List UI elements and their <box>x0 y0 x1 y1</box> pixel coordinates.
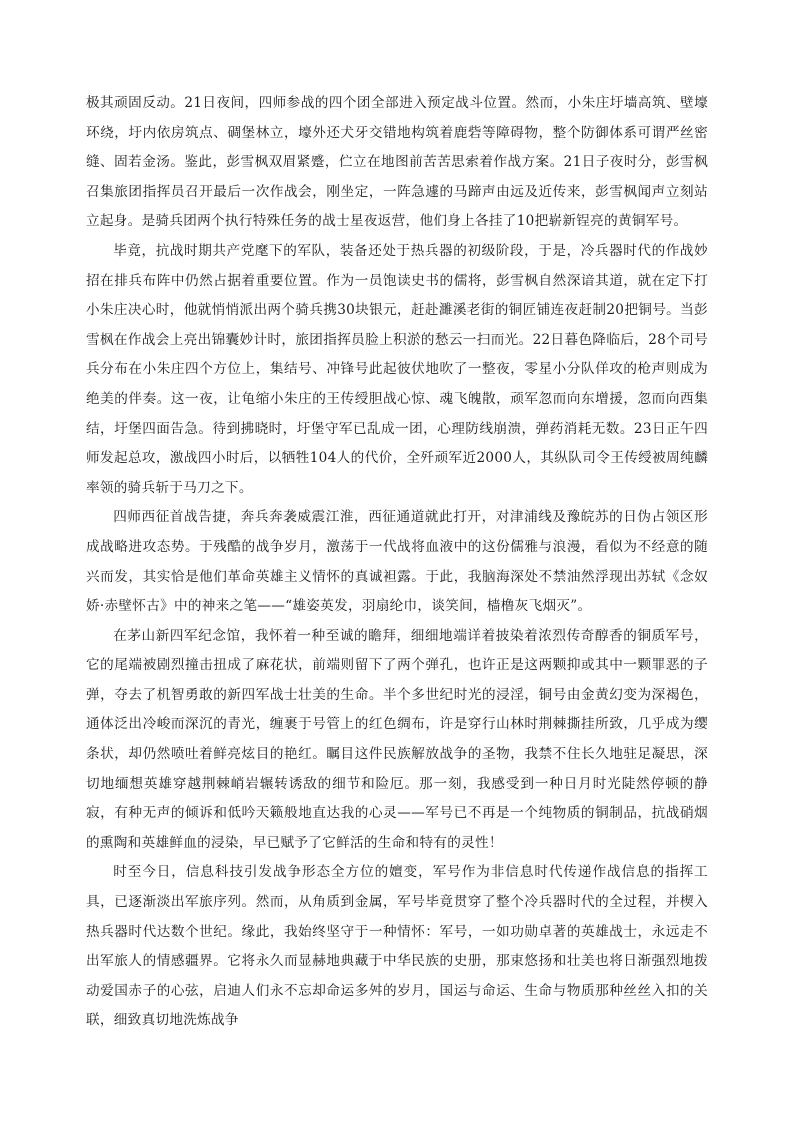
paragraph-4: 在茅山新四军纪念馆，我怀着一种至诚的瞻拜，细细地端详着披染着浓烈传奇醇香的铜质军号，它的尾端被剧烈撞击扭成了麻花状，前端则留下了两个弹孔，也许正是这两颗抑或其中一颗罪恶的子弹，夺去了机智勇敢的新四军战士壮美的生命。半个多世纪时光的浸淫，铜号由金黄幻变为深褐色，通体泛出冷峻而深沉的青光，缠裹于号管上的红色绸布，许是穿行山林时荆棘撕挂所致，几乎成为缨条状，却仍然喷吐着鲜亮炫目的艳红。瞩目这件民族解放战争的圣物，我禁不住长久地驻足凝思，深切地缅想英雄穿越荆棘峭岩辗转诱敌的细节和险厄。那一刻，我感受到一种日月时光陡然停顿的静寂，有种无声的倾诉和低吟天籁般地直达我的心灵——军号已不再是一个纯物质的铜制品，抗战硝烟的熏陶和英雄鲜血的浸染，早已赋予了它鲜活的生命和特有的灵性！ <box>86 627 708 851</box>
paragraph-1-continued: 极其顽固反动。21日夜间，四师参战的四个团全部进入预定战斗位置。然而，小朱庄圩墙高筑、壁壕环绕，圩内依房筑点、碉堡林立，壕外还犬牙交错地构筑着鹿砦等障碍物，整个防御体系可谓严丝密缝、固若金汤。鉴此，彭雪枫双眉紧蹙，伫立在地图前苦苦思索着作战方案。21日子夜时分，彭雪枫召集旅团指挥员召开最后一次作战会，刚坐定，一阵急遽的马蹄声由远及近传来，彭雪枫闻声立刻站立起身。是骑兵团两个执行特殊任务的战士星夜返营，他们身上各挂了10把崭新锃亮的黄铜军号。 <box>86 95 708 230</box>
paragraph-5: 时至今日，信息科技引发战争形态全方位的嬗变，军号作为非信息时代传递作战信息的指挥工具，已逐渐淡出军旅序列。然而，从角质到金属，军号毕竟贯穿了整个冷兵器时代的全过程，并楔入热兵器时代达数个世纪。缘此，我始终坚守于一种情怀：军号，一如功勋卓著的英雄战士，永远走不出军旅人的情感疆界。它将永久而显赫地典藏于中华民族的史册，那束悠扬和壮美也将日渐强烈地拨动爱国赤子的心弦，启迪人们永不忘却命运多舛的岁月，国运与命运、生命与物质那种丝丝入扣的关联，细致真切地洗炼战争 <box>86 864 708 1029</box>
paragraph-3: 四师西征首战告捷，奔兵奔袭威震江淮，西征通道就此打开，对津浦线及豫皖苏的日伪占领区形成战略进攻态势。于残酷的战争岁月，激荡于一代战将血液中的这份儒雅与浪漫，看似为不经意的随兴而发，其实恰是他们革命英雄主义情怀的真诚袒露。于此，我脑海深处不禁油然浮现出苏轼《念奴娇·赤壁怀古》中的神来之笔——“雄姿英发，羽扇纶巾，谈笑间，樯橹灰飞烟灭”。 <box>86 509 708 615</box>
paragraph-2: 毕竟，抗战时期共产党麾下的军队，装备还处于热兵器的初级阶段，于是，冷兵器时代的作战妙招在排兵布阵中仍然占据着重要位置。作为一员饱读史书的儒将，彭雪枫自然深谙其道，就在定下打小朱庄决心时，他就悄悄派出两个骑兵携30块银元，赶赴濉溪老街的铜匠铺连夜赶制20把铜号。当彭雪枫在作战会上亮出锦囊妙计时，旅团指挥员脸上积淤的愁云一扫而光。22日暮色降临后，28个司号兵分布在小朱庄四个方位上，集结号、冲锋号此起彼伏地吹了一整夜，零星小分队佯攻的枪声则成为绝美的伴奏。这一夜，让龟缩小朱庄的王传绶胆战心惊、魂飞魄散，顽军忽而向东增援，忽而向西集结，圩堡四面告急。待到拂晓时，圩堡守军已乱成一团，心理防线崩溃，弹药消耗无数。23日正午四师发起总攻，激战四小时后，以牺牲104人的代价，全歼顽军近2000人，其纵队司令王传绶被周纯麟率领的骑兵斩于马刀之下。 <box>86 242 708 496</box>
article-body <box>86 89 708 1036</box>
